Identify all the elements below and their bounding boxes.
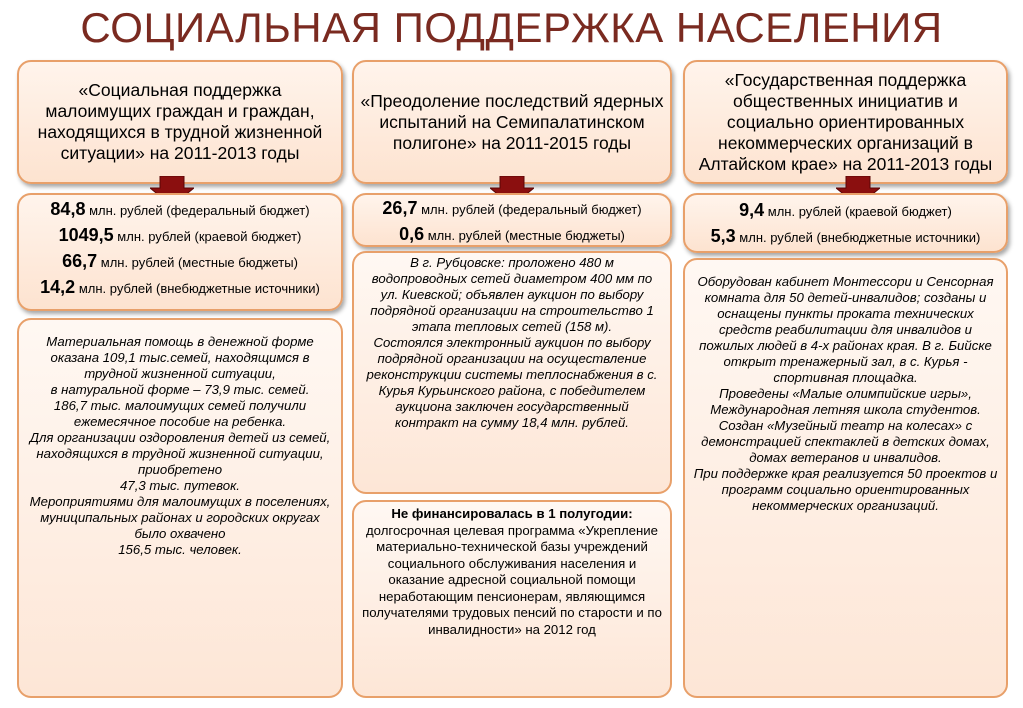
result-text: Оборудован кабинет Монтессори и Сенсорная комната для 50 детей-инвалидов; созданы и оснащены пункты проката технических средств реабилитации для инвалидов и пожилых людей в 4-х районах края. В г. Бийске открыт тренажерный зал, в с. Курья - спортивная площадка. <box>697 274 994 385</box>
result-text: 156,5 тыс. человек. <box>118 542 242 557</box>
funding-box-1 <box>17 193 343 311</box>
page-title: СОЦИАЛЬНАЯ ПОДДЕРЖКА НАСЕЛЕНИЯ <box>80 4 943 51</box>
result-text: При поддержке края реализуется 50 проектов и программ социально ориентированных некоммерческих организаций. <box>693 466 998 513</box>
results-box-1 <box>17 318 343 698</box>
unfunded-note-label: Не финансировалась в 1 полугодии: <box>391 506 633 521</box>
funding-line: 1049,5 млн. рублей (краевой бюджет) <box>58 225 302 245</box>
funding-box-2 <box>352 193 672 247</box>
funding-line: 26,7 млн. рублей (федеральный бюджет) <box>382 198 642 218</box>
program-header-1 <box>17 60 343 184</box>
results-box-3 <box>683 258 1008 698</box>
funding-line: 9,4 млн. рублей (краевой бюджет) <box>739 200 952 220</box>
funding-line: 0,6 млн. рублей (местные бюджеты) <box>399 224 625 244</box>
funding-line: 66,7 млн. рублей (местные бюджеты) <box>62 251 298 271</box>
unfunded-note <box>362 506 662 638</box>
program-header-3 <box>683 60 1008 184</box>
result-text: в натуральной форме – 73,9 тыс. семей. <box>50 382 310 397</box>
program-title-1: «Социальная поддержка малоимущих граждан и граждан, находящихся в трудной жизненной ситуации» на 2011-2013 годы <box>37 80 323 163</box>
result-text: Состоялся электронный аукцион по выбору подрядной организации на осуществление реконструкции системы теплоснабжения в с. Курья Курьинского района, с победителем аукциона заключен государственный контракт на сумму 18,4 млн. рублей. <box>366 335 658 430</box>
result-text: В г. Рубцовске: проложено 480 м водопроводных сетей диаметром 400 мм по ул. Киевской; объявлен аукцион по выбору подрядной организации на строительство 1 этапа тепловых сетей (158 м). <box>370 255 654 334</box>
result-text: 186,7 тыс. малоимущих семей получили ежемесячное пособие на ребенка. <box>53 398 307 429</box>
result-text: 47,3 тыс. путевок. <box>120 478 240 493</box>
program-title-3: «Государственная поддержка общественных инициатив и социально ориентированных некоммерческих организаций в Алтайском крае» на 2011-2013 годы <box>698 69 993 174</box>
program-header-2 <box>352 60 672 184</box>
result-text: Для организации оздоровления детей из семей, находящихся в трудной жизненной ситуации, приобретено <box>29 430 331 477</box>
funding-line: 5,3 млн. рублей (внебюджетные источники) <box>710 226 981 246</box>
funding-box-3 <box>683 193 1008 253</box>
program-title-2: «Преодоление последствий ядерных испытаний на Семипалатинском полигоне» на 2011-2015 годы <box>360 90 664 153</box>
result-text: Мероприятиями для малоимущих в поселениях, муниципальных районах и городских округах было охвачено <box>29 494 331 541</box>
results-box-2 <box>352 251 672 494</box>
result-text: Материальная помощь в денежной форме оказана 109,1 тыс.семей, находящимся в трудной жизненной ситуации, <box>46 334 314 381</box>
unfunded-note-box <box>352 500 672 698</box>
result-text: Проведены «Малые олимпийские игры», Международная летняя школа студентов. Создан «Музейный театр на колесах» с демонстрацией спектаклей в детских домах, домах ветеранов и инвалидов. <box>701 386 990 465</box>
funding-line: 14,2 млн. рублей (внебюджетные источники) <box>40 277 320 297</box>
unfunded-note-text: долгосрочная целевая программа «Укрепление материально-технической базы учреждений социального обслуживания населения и оказание адресной социальной помощи неработающим пенсионерам, являющимся получателями трудовых пенсий по старости и по инвалидности» на 2012 год <box>362 522 662 637</box>
funding-line: 84,8 млн. рублей (федеральный бюджет) <box>50 199 310 219</box>
